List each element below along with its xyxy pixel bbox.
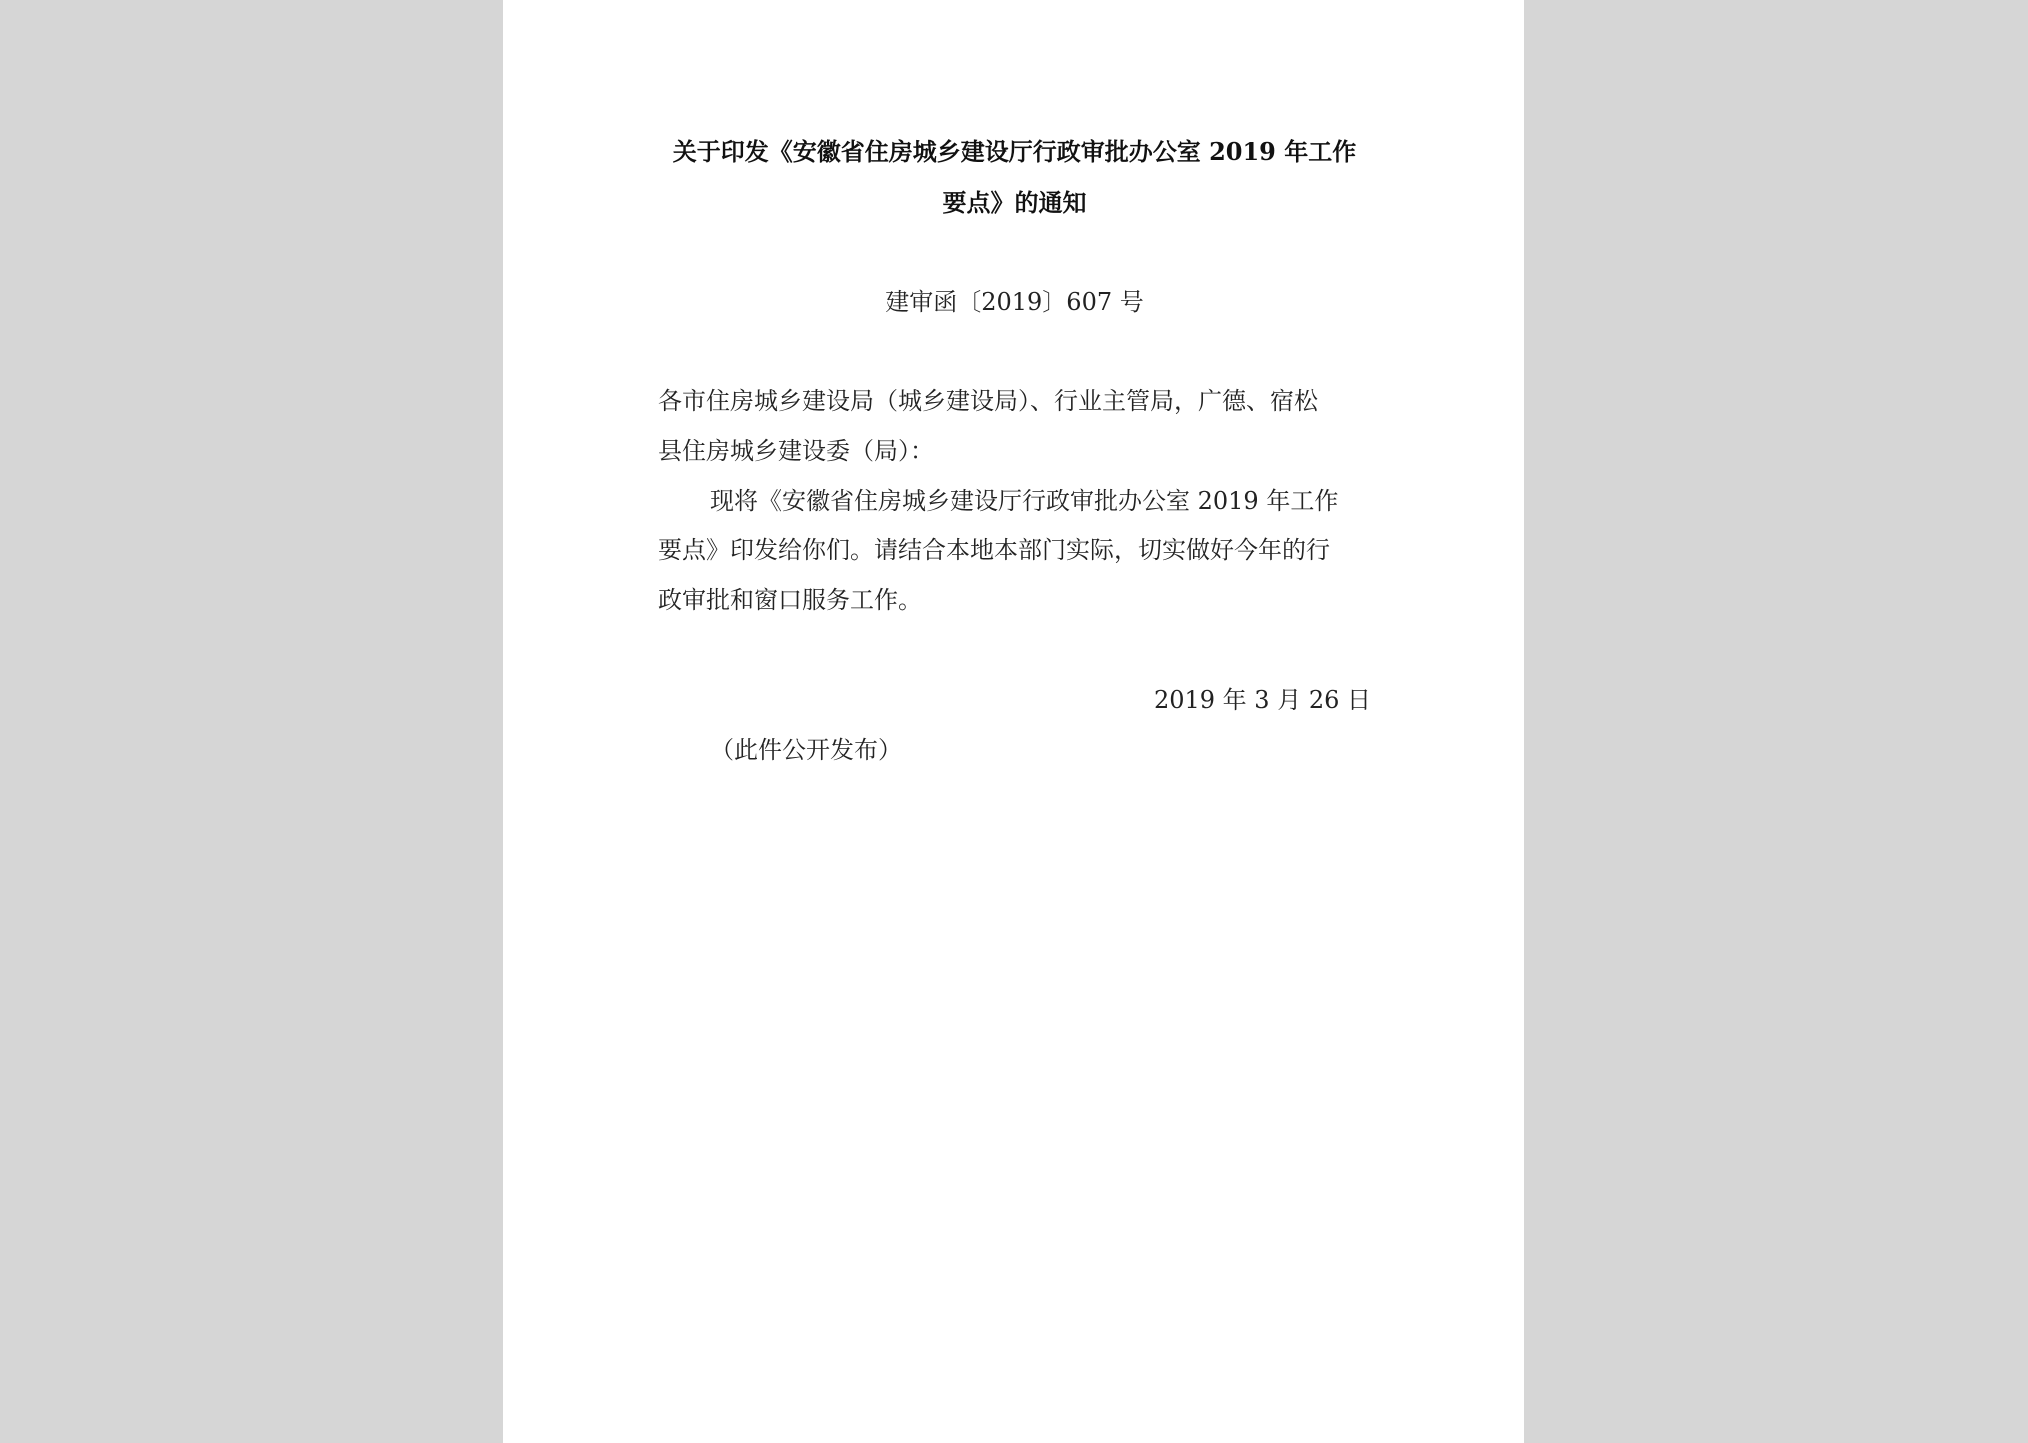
body-line2: 要点》印发给你们。请结合本地本部门实际，切实做好今年的行 <box>658 536 1330 564</box>
document-title-line2: 要点》的通知 <box>942 188 1087 217</box>
document-page <box>503 0 1524 1443</box>
body-line3: 政审批和窗口服务工作。 <box>658 586 922 614</box>
document-number: 建审函〔2019〕607 号 <box>885 288 1144 316</box>
body-line1: 现将《安徽省住房城乡建设厅行政审批办公室 2019 年工作 <box>710 487 1339 515</box>
addressee-line2: 县住房城乡建设委（局）： <box>658 437 934 465</box>
publication-note: （此件公开发布） <box>710 736 902 764</box>
addressee-line1: 各市住房城乡建设局（城乡建设局）、行业主管局，广德、宿松 <box>658 387 1318 415</box>
document-date: 2019 年 3 月 26 日 <box>1153 686 1371 714</box>
document-title-line1: 关于印发《安徽省住房城乡建设厅行政审批办公室 2019 年工作 <box>672 137 1357 166</box>
